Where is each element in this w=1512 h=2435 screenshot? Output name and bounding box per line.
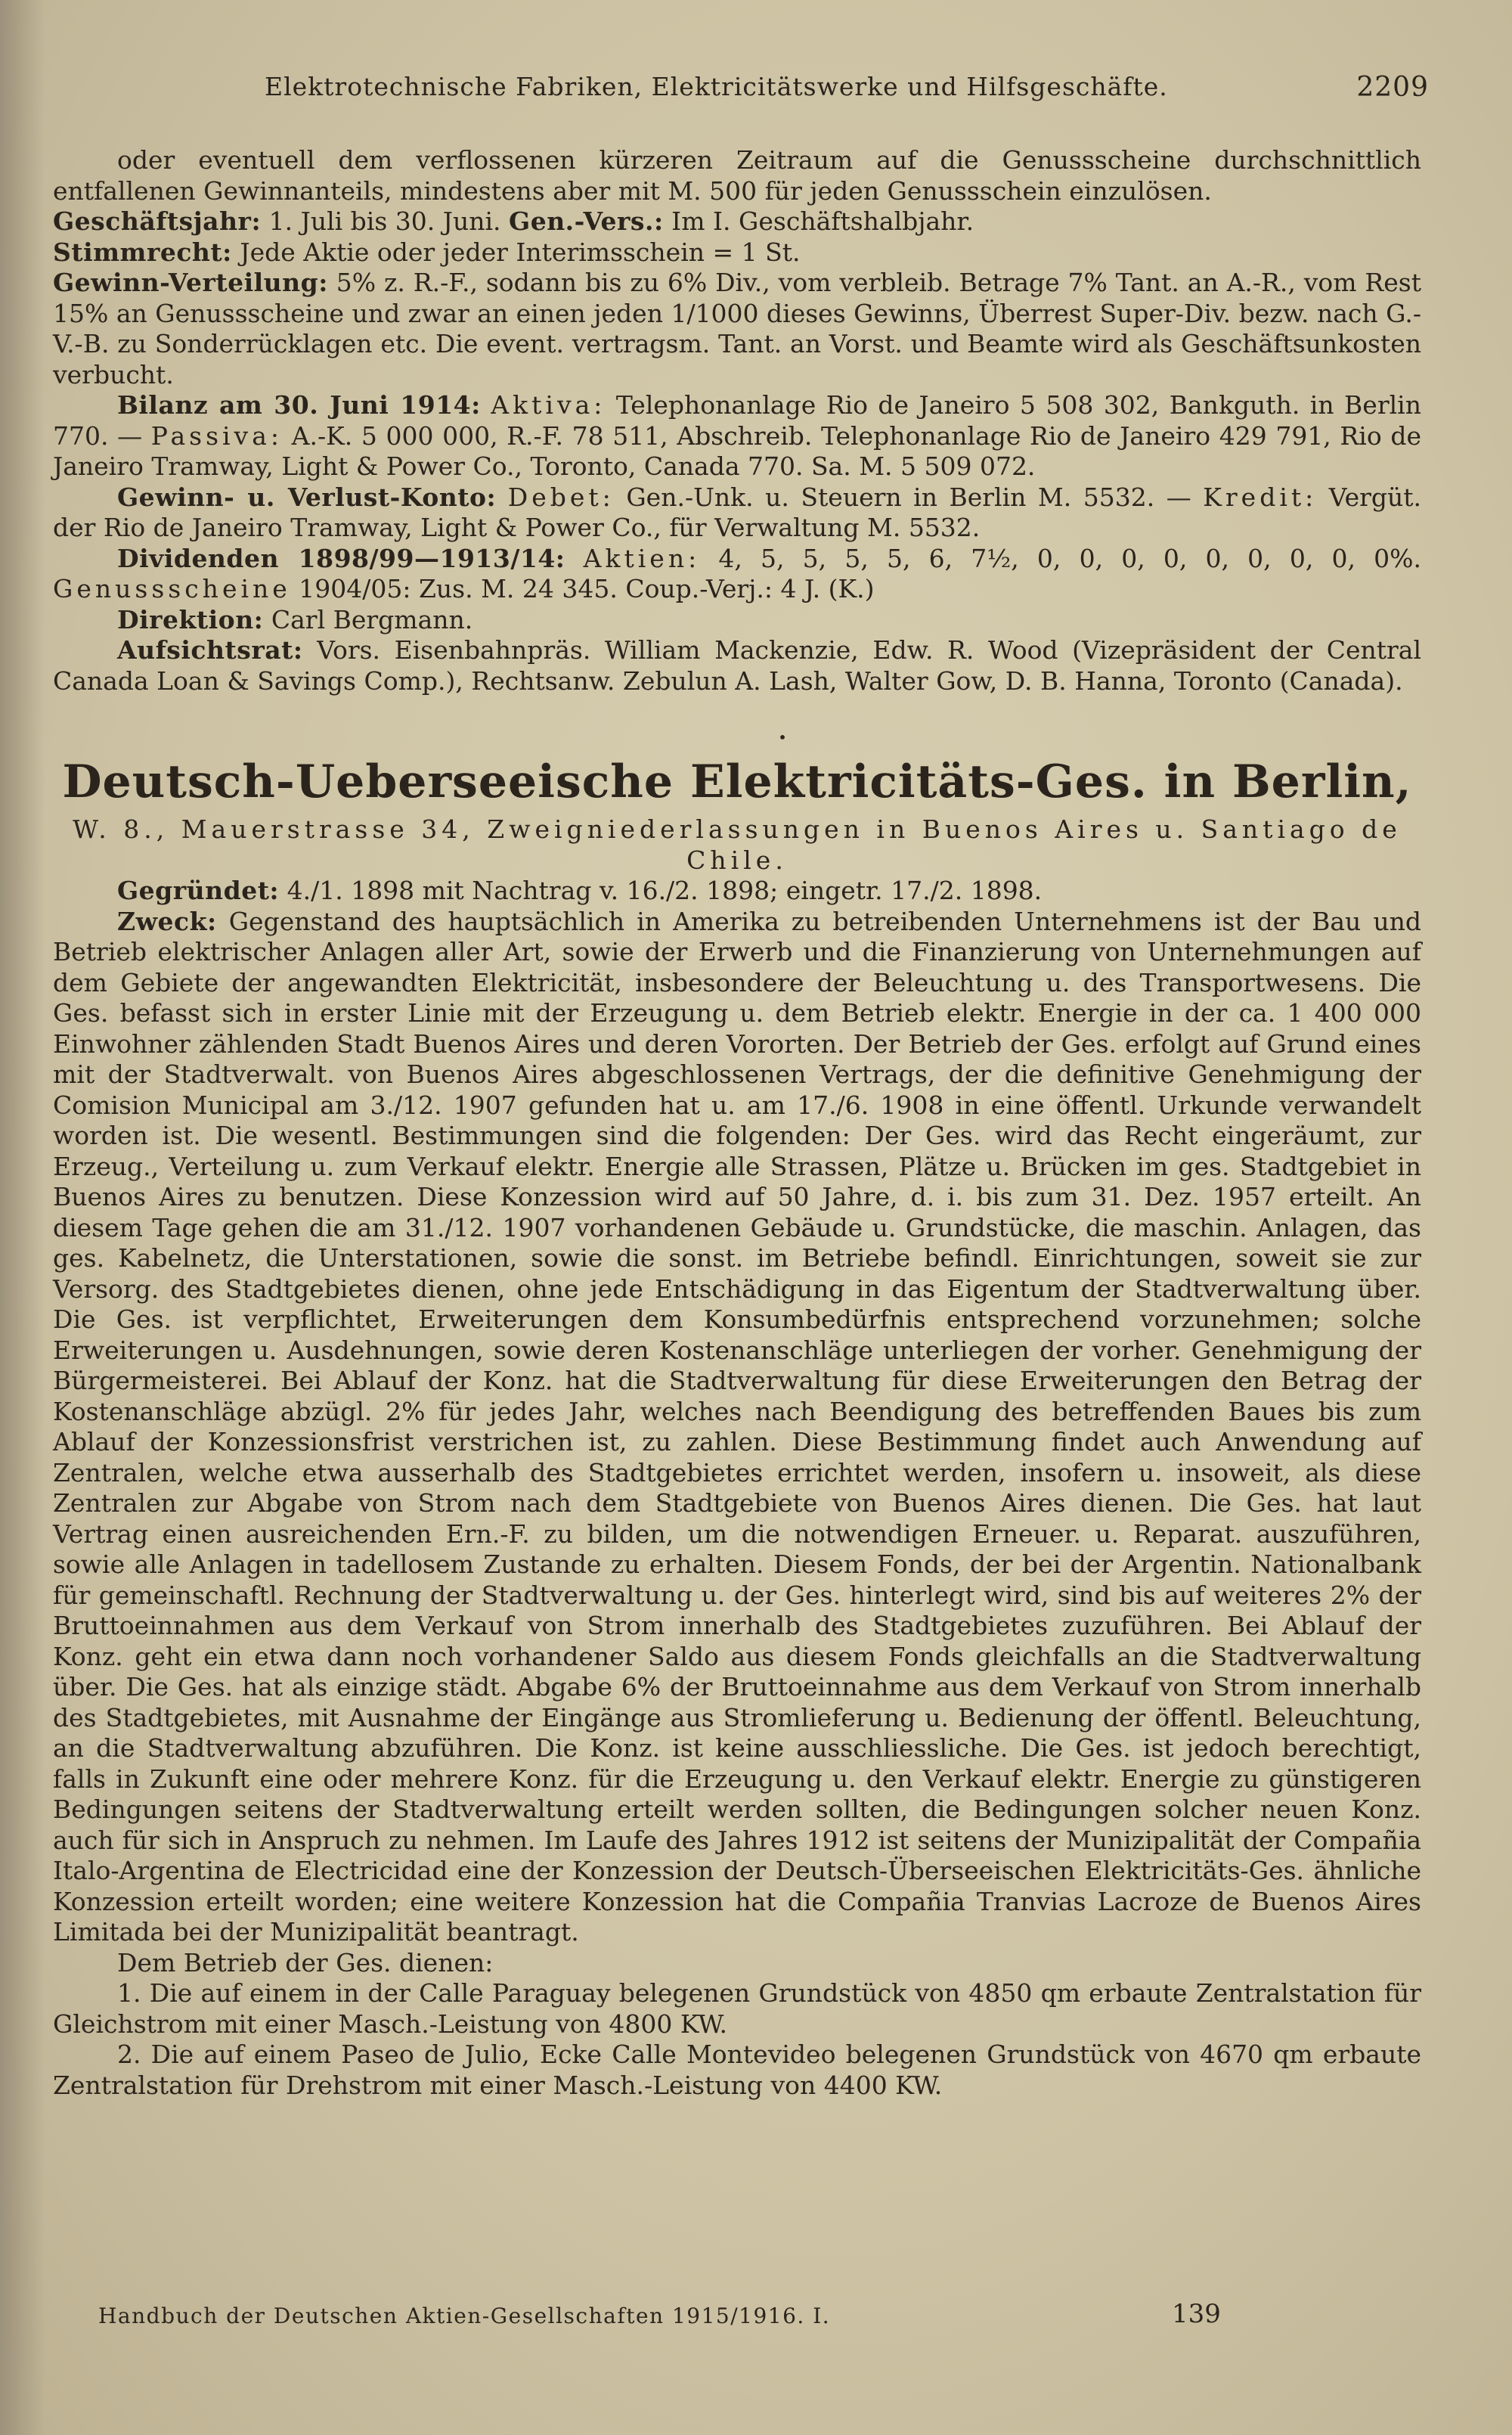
list-item-2: 2. Die auf einem Paseo de Julio, Ecke Calle Montevideo belegenen Grundstück von 4670 qm erbaute Zentralstation für Drehstrom mit einer Masch.-Leistung von 4400 KW. xyxy=(53,2040,1421,2100)
sheet-number: 139 xyxy=(1172,2299,1221,2329)
participation-certificates-text: 1904/05: Zus. M. 24 345. Coup.-Verj.: 4 J. (K.) xyxy=(290,574,875,603)
shares-text: 4, 5, 5, 5, 5, 6, 7½, 0, 0, 0, 0, 0, 0, 0, 0, 0%. xyxy=(700,543,1421,573)
founded-line xyxy=(53,876,1421,907)
spacer xyxy=(53,696,1421,724)
text-body xyxy=(53,145,1421,2101)
purpose-label: Zweck: xyxy=(117,906,217,936)
founded-text: 4./1. 1898 mit Nachtrag v. 16./2. 1898; eingetr. 17./2. 1898. xyxy=(279,876,1043,905)
header-title: Elektrotechnische Fabriken, Elektricitätswerke und Hilfsgeschäfte. xyxy=(265,72,1168,101)
purpose-text: Gegenstand des hauptsächlich in Amerika zu betreibenden Unternehmens ist der Bau und Betrieb elektrischer Anlagen aller Art, sowie der Erwerb und die Finanzierung von Unternehmungen auf dem Gebiete der angewandten Elektricität, insbesondere der Beleuchtung u. des Transportwesens. Die Ges. befasst sich in erster Linie mit der Erzeugung u. dem Betrieb elektr. Energie in der ca. 1 400 000 Einwohner zählenden Stadt Buenos Aires und deren Vororten. Der Betrieb der Ges. erfolgt auf Grund eines mit der Stadtverwalt. von Buenos Aires abgeschlossenen Vertrags, der die definitive Genehmigung der Comision Municipal am 3./12. 1907 gefunden hat u. am 17./6. 1908 in eine öffentl. Urkunde verwandelt worden ist. Die wesentl. Bestimmungen sind die folgenden: Der Ges. wird das Recht eingeräumt, zur Erzeug., Verteilung u. zum Verkauf elektr. Energie alle Strassen, Plätze u. Brücken im ges. Stadtgebiet in Buenos Aires zu benutzen. Diese Konzession wird auf 50 Jahre, d. i. bis zum 31. Dez. 1957 erteilt. An diesem Tage gehen die am 31./12. 1907 vorhandenen Gebäude u. Grundstücke, die maschin. Anlagen, das ges. Kabelnetz, die Unterstationen, sowie die sonst. im Betriebe befindl. Einrichtungen, soweit sie zur Versorg. des Stadtgebietes dienen, ohne jede Entschädigung in das Eigentum der Stadtverwaltung über. Die Ges. ist verpflichtet, Erweiterungen dem Konsumbedürfnis entsprechend vorzunehmen; solche Erweiterungen u. Ausdehnungen, sowie deren Kostenanschläge unterliegen der vorher. Genehmigung der Bürgermeisterei. Bei Ablauf der Konz. hat die Stadtverwaltung für diese Erweiterungen den Betrag der Kostenanschläge abzügl. 2% für jedes Jahr, welches nach Beendigung des betreffenden Baues bis zum Ablauf der Konzessionsfrist verstrichen ist, zu zahlen. Diese Bestimmung findet auch Anwendung auf Zentralen, welche etwa ausserhalb des Stadtgebietes errichtet werden, insofern u. insoweit, als diese Zentralen zur Abgabe von Strom nach dem Stadtgebiete von Buenos Aires dienen. Die Ges. hat laut Vertrag einen ausreichenden Ern.-F. zu bilden, um die notwendigen Erneuer. u. Reparat. auszuführen, sowie alle Anlagen in tadellosem Zustande zu erhalten. Diesem Fonds, der bei der Argentin. Nationalbank für gemeinschaftl. Rechnung der Stadtverwaltung u. der Ges. hinterlegt wird, sind bis auf weiteres 2% der Bruttoeinnahmen aus dem Verkauf von Strom innerhalb des Stadtgebietes zuzuführen. Bei Ablauf der Konz. geht ein etwa dann noch vorhandener Saldo aus diesem Fonds gleichfalls an die Stadtverwaltung über. Die Ges. hat als einzige städt. Abgabe 6% der Bruttoeinnahme aus dem Verkauf von Strom innerhalb des Stadtgebietes, mit Ausnahme der Eingänge aus Stromlieferung u. Bedienung der öffentl. Beleuchtung, an die Stadtverwaltung abzuführen. Die Konz. ist keine ausschliessliche. Die Ges. ist jedoch berechtigt, falls in Zukunft eine oder mehrere Konz. für die Erzeugung u. den Verkauf elektr. Energie zu günstigeren Bedingungen seitens der Stadtverwaltung erteilt werden sollten, die Bedingungen solcher neuen Konz. auch für sich in Anspruch zu nehmen. Im Laufe des Jahres 1912 ist seitens der Munizipalität der Compañia Italo-Argentina de Electricidad eine der Konzession der Deutsch-Überseeischen Elektricitäts-Ges. ähnliche Konzession erteilt worden; eine weitere Konzession hat die Compañia Tranvias Lacroze de Buenos Aires Limitada bei der Munizipalität beantragt. xyxy=(53,906,1421,1946)
supervisory-text: Vors. Eisenbahnpräs. William Mackenzie, Edw. R. Wood (Vizepräsident der Central Canada Loan & Savings Comp.), Rechtsanw. Zebulun A. Lash, Walter Gow, D. B. Hanna, Toronto (Canada). xyxy=(53,635,1421,696)
company-address: W. 8., Mauerstrasse 34, Zweigniederlassungen in Buenos Aires u. Santiago de Chile. xyxy=(73,814,1402,875)
list-item-1: 1. Die auf einem in der Calle Paraguay belegenen Grundstück von 4850 qm erbaute Zentralstation für Gleichstrom mit einer Masch.-Leistung von 4800 KW. xyxy=(53,1978,1421,2039)
founded-label: Gegründet: xyxy=(117,876,280,905)
balance-label: Bilanz am 30. Juni 1914: xyxy=(117,390,481,420)
dividends-label: Dividenden 1898/99—1913/14: xyxy=(117,543,565,573)
debit-text: Gen.-Unk. u. Steuern in Berlin M. 5532. — xyxy=(614,482,1204,512)
operations-intro: Dem Betrieb der Ges. dienen: xyxy=(117,1947,494,1977)
voting-right-label: Stimmrecht: xyxy=(53,237,232,267)
management-board xyxy=(53,605,1421,636)
profit-distribution-label: Gewinn-Verteilung: xyxy=(53,268,328,297)
page-footer xyxy=(98,2299,1221,2332)
general-meeting-label: Gen.-Vers.: xyxy=(509,206,664,236)
page-number: 2209 xyxy=(1356,72,1429,103)
supervisory-board xyxy=(53,635,1421,696)
credit-text: Vergüt. der Rio de Janeiro Tramway, Light & Power Co., für Verwaltung M. 5532. xyxy=(53,482,1422,542)
page-shadow xyxy=(0,0,45,2435)
previous-entry-continuation: oder eventuell dem verflossenen kürzeren Zeitraum auf die Genussscheine durchschnittlich entfallenen Gewinnanteils, mindestens aber mit M. 500 für jeden Genussschein einzulösen. xyxy=(53,145,1421,206)
profit-loss-account xyxy=(53,482,1421,544)
management-label: Direktion: xyxy=(117,604,264,634)
business-year-text: 1. Juli bis 30. Juni. xyxy=(261,206,510,236)
supervisory-label: Aufsichtsrat: xyxy=(117,635,303,665)
participation-certificates-label: Genussscheine xyxy=(53,574,291,603)
credit-label: Kredit: xyxy=(1203,482,1318,512)
dividends xyxy=(53,544,1421,605)
shares-label: Aktien: xyxy=(583,543,701,573)
purpose-paragraph xyxy=(53,907,1421,1948)
assets-label: Aktiva: xyxy=(491,390,606,420)
separator-dot: • xyxy=(778,728,787,746)
liabilities-text: A.-K. 5 000 000, R.-F. 78 511, Abschreib. Telephonanlage Rio de Janeiro 429 791, Rio de Janeiro Tramway, Light & Power Co., Toronto, Canada 770. Sa. M. 5 509 072. xyxy=(53,420,1421,481)
business-year-label: Geschäftsjahr: xyxy=(53,206,262,236)
business-year-line xyxy=(53,206,1421,237)
management-text: Carl Bergmann. xyxy=(263,604,473,634)
footer-title: Handbuch der Deutschen Aktien-Gesellschaften 1915/1916. I. xyxy=(98,2303,831,2328)
voting-right-text: Jede Aktie oder jeder Interimsschein = 1 St. xyxy=(231,237,801,267)
general-meeting-text: Im I. Geschäftshalbjahr. xyxy=(663,206,974,236)
profit-distribution xyxy=(53,268,1421,390)
company-heading: Deutsch-Ueberseeische Elektricitäts-Ges. in Berlin, xyxy=(62,755,1412,808)
running-header xyxy=(265,72,1429,110)
voting-right-line xyxy=(53,237,1421,268)
assets-text: Telephonanlage Rio de Janeiro 5 508 302, Bankguth. in Berlin 770. — xyxy=(53,390,1421,451)
profit-loss-label: Gewinn- u. Verlust-Konto: xyxy=(117,482,497,512)
balance-sheet xyxy=(53,390,1421,482)
liabilities-label: Passiva: xyxy=(150,420,283,451)
profit-distribution-text: 5% z. R.-F., sodann bis zu 6% Div., vom verbleib. Betrage 7% Tant. an A.-R., vom Rest 15% an Genussscheine und zwar an einen jeden 1/1000 dieses Gewinns, Überrest Super-Div. bezw. nach G.-V.-B. zu Sonderrücklagen etc. Die event. vertragsm. Tant. an Vorst. und Beamte wird als Geschäftsunkosten verbucht. xyxy=(53,268,1421,389)
debit-label: Debet: xyxy=(507,482,615,512)
